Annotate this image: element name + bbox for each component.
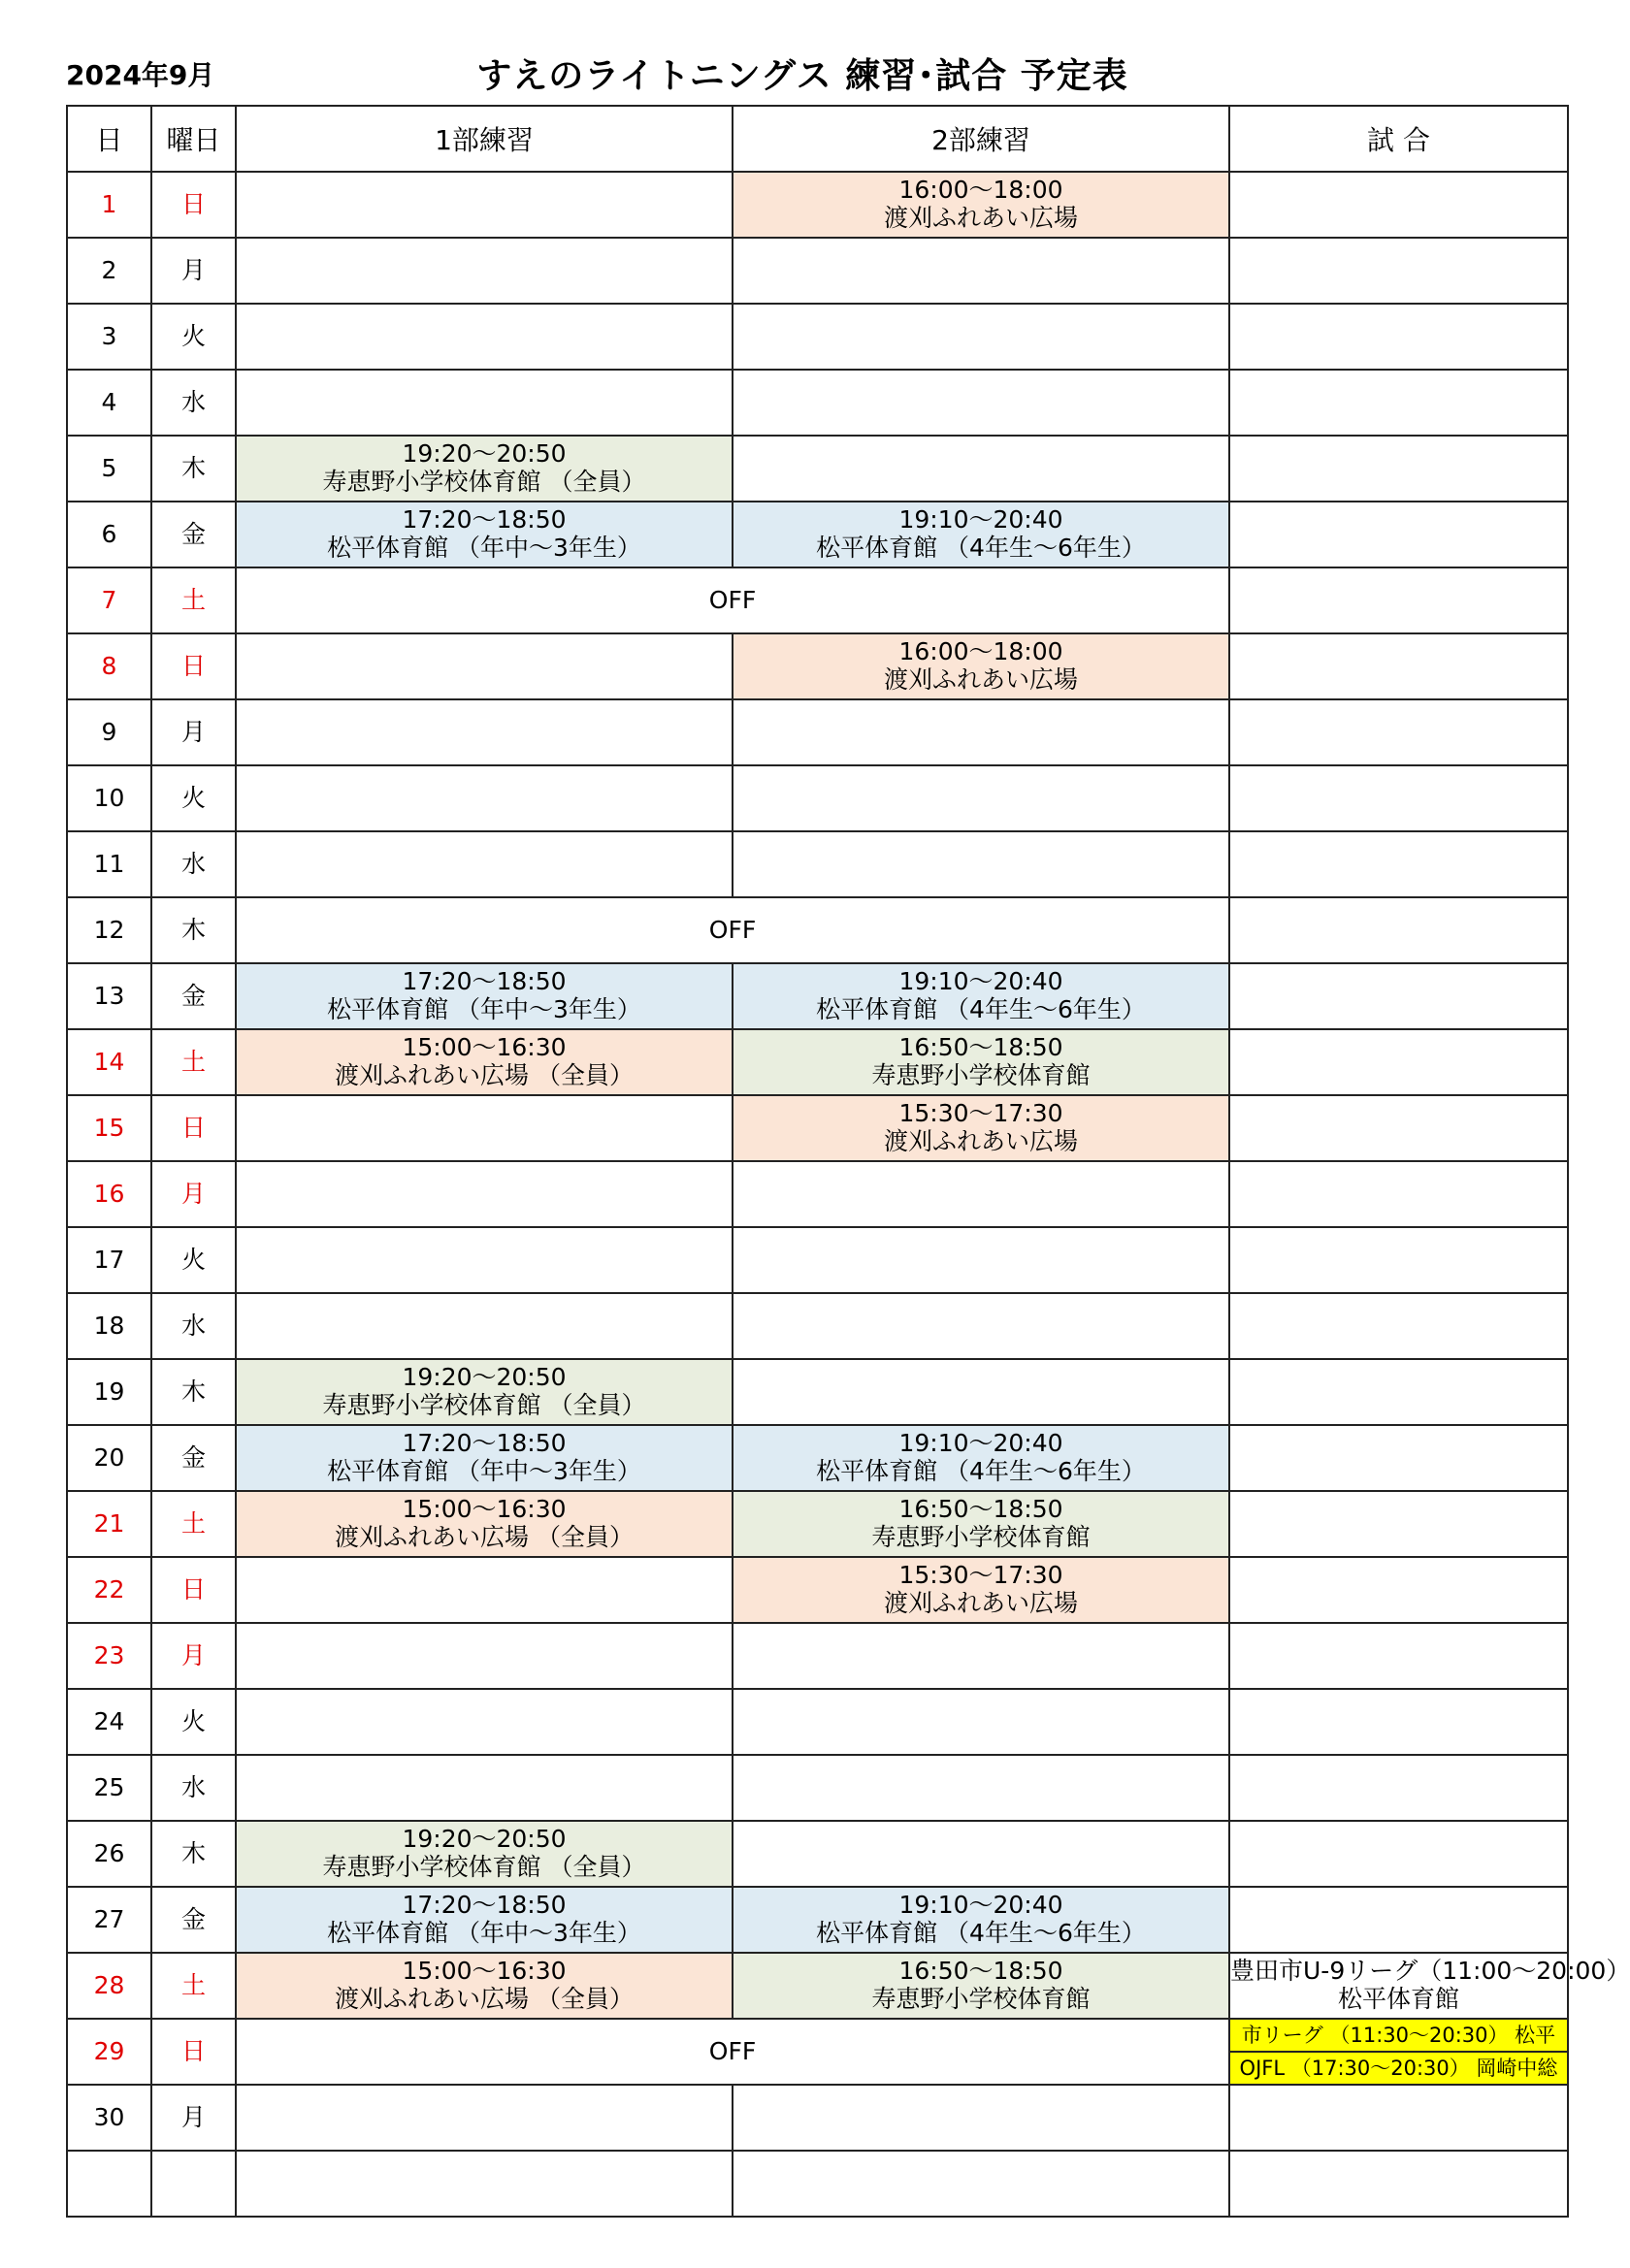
practice-1-cell — [236, 1227, 733, 1293]
table-row — [67, 831, 1568, 897]
venue-text: 寿恵野小学校体育館 （全員） — [322, 468, 646, 496]
practice-2-cell — [733, 1293, 1229, 1359]
weekday-cell: 日 — [151, 172, 236, 238]
match-cell — [1229, 436, 1568, 502]
practice-1-cell — [236, 1887, 733, 1953]
venue-text: 寿恵野小学校体育館 — [871, 1523, 1091, 1551]
weekday-cell — [151, 2151, 236, 2217]
match-cell — [1229, 765, 1568, 831]
weekday-cell: 月 — [151, 2085, 236, 2151]
venue-text: 寿恵野小学校体育館 （全員） — [322, 1853, 646, 1881]
day-cell: 27 — [67, 1887, 151, 1953]
match-text: 豊田市U-9リーグ（11:00～20:00） — [1230, 1957, 1630, 1986]
practice-2-cell — [733, 699, 1229, 765]
practice-1-cell — [236, 172, 733, 238]
day-cell: 1 — [67, 172, 151, 238]
match-cell — [1229, 1293, 1568, 1359]
table-row — [67, 1953, 1568, 2019]
weekday-cell: 土 — [151, 1029, 236, 1095]
time-text: 15:30～17:30 — [898, 1561, 1063, 1590]
table-row — [67, 963, 1568, 1029]
practice-1-cell — [236, 963, 733, 1029]
match-cell — [1229, 699, 1568, 765]
weekday-cell: 土 — [151, 1953, 236, 2019]
day-cell: 7 — [67, 567, 151, 633]
weekday-cell: 金 — [151, 963, 236, 1029]
time-text: 19:10～20:40 — [898, 1429, 1063, 1458]
match-cell — [1229, 502, 1568, 567]
practice-1-cell — [236, 1623, 733, 1689]
schedule-body — [67, 172, 1630, 2217]
match-cell — [1229, 1557, 1568, 1623]
table-row — [67, 897, 1568, 963]
venue-text: 渡刈ふれあい広場 — [883, 1589, 1078, 1617]
practice-1-cell — [236, 1953, 733, 2019]
match-cell — [1229, 1689, 1568, 1755]
day-cell: 30 — [67, 2085, 151, 2151]
venue-text: 寿恵野小学校体育館 （全員） — [322, 1391, 646, 1419]
match-entry: OJFL （17:30～20:30） 岡崎中総 — [1230, 2051, 1567, 2084]
practice-1-cell — [236, 1491, 733, 1557]
practice-2-cell — [733, 831, 1229, 897]
col-header-match: 試 合 — [1229, 106, 1568, 172]
table-row — [67, 2151, 1568, 2217]
time-text: 15:00～16:30 — [402, 1495, 567, 1524]
weekday-cell: 木 — [151, 1821, 236, 1887]
practice-1-cell — [236, 1557, 733, 1623]
practice-1-cell — [236, 831, 733, 897]
table-row — [67, 436, 1568, 502]
table-row — [67, 1557, 1568, 1623]
day-cell: 11 — [67, 831, 151, 897]
time-text: 15:00～16:30 — [402, 1957, 567, 1986]
time-text: 19:10～20:40 — [898, 1891, 1063, 1920]
practice-2-cell — [733, 633, 1229, 699]
day-cell: 13 — [67, 963, 151, 1029]
day-cell: 29 — [67, 2019, 151, 2085]
day-cell: 12 — [67, 897, 151, 963]
table-row — [67, 2019, 1568, 2085]
time-text: 16:00～18:00 — [898, 637, 1063, 666]
weekday-cell: 水 — [151, 370, 236, 436]
time-text: 16:50～18:50 — [898, 1495, 1063, 1524]
weekday-cell: 火 — [151, 1227, 236, 1293]
match-cell — [1229, 2151, 1568, 2217]
time-text: 19:20～20:50 — [402, 1363, 567, 1392]
practice-2-cell — [733, 765, 1229, 831]
practice-1-cell — [236, 1029, 733, 1095]
practice-1-cell — [236, 2151, 733, 2217]
venue-text: 松平体育館 （4年生～6年生） — [816, 1457, 1146, 1485]
day-cell: 15 — [67, 1095, 151, 1161]
practice-2-cell — [733, 1953, 1229, 2019]
off-cell: OFF — [236, 897, 1229, 963]
day-cell: 21 — [67, 1491, 151, 1557]
practice-2-cell — [733, 1623, 1229, 1689]
table-row — [67, 1095, 1568, 1161]
practice-2-cell — [733, 2085, 1229, 2151]
practice-2-cell — [733, 1227, 1229, 1293]
match-split — [1230, 2020, 1567, 2084]
weekday-cell: 土 — [151, 1491, 236, 1557]
match-cell — [1229, 238, 1568, 304]
table-row — [67, 1293, 1568, 1359]
practice-2-cell — [733, 1161, 1229, 1227]
practice-1-cell — [236, 1359, 733, 1425]
weekday-cell: 火 — [151, 1689, 236, 1755]
match-cell — [1229, 172, 1568, 238]
match-cell — [1229, 2085, 1568, 2151]
practice-1-cell — [236, 304, 733, 370]
practice-2-cell — [733, 1491, 1229, 1557]
table-row — [67, 1161, 1568, 1227]
weekday-cell: 日 — [151, 633, 236, 699]
practice-2-cell — [733, 172, 1229, 238]
match-cell — [1229, 370, 1568, 436]
time-text: 16:00～18:00 — [898, 176, 1063, 205]
match-cell — [1229, 831, 1568, 897]
day-cell: 3 — [67, 304, 151, 370]
match-cell — [1229, 1953, 1630, 2019]
venue-text: 松平体育館 （4年生～6年生） — [816, 995, 1146, 1023]
day-cell: 25 — [67, 1755, 151, 1821]
day-cell: 17 — [67, 1227, 151, 1293]
practice-2-cell — [733, 436, 1229, 502]
practice-1-cell — [236, 633, 733, 699]
time-text: 17:20～18:50 — [402, 1891, 567, 1920]
practice-2-cell — [733, 238, 1229, 304]
day-cell: 19 — [67, 1359, 151, 1425]
table-row — [67, 1689, 1568, 1755]
table-row — [67, 502, 1568, 567]
weekday-cell: 日 — [151, 1095, 236, 1161]
day-cell: 23 — [67, 1623, 151, 1689]
weekday-cell: 日 — [151, 2019, 236, 2085]
time-text: 17:20～18:50 — [402, 967, 567, 996]
time-text: 16:50～18:50 — [898, 1957, 1063, 1986]
table-row — [67, 304, 1568, 370]
match-cell — [1229, 963, 1568, 1029]
practice-1-cell — [236, 436, 733, 502]
venue-text: 松平体育館 （年中～3年生） — [327, 1919, 641, 1947]
venue-text: 渡刈ふれあい広場 （全員） — [335, 1985, 634, 2013]
match-entry: 市リーグ （11:30～20:30） 松平 — [1230, 2020, 1567, 2051]
table-row — [67, 1359, 1568, 1425]
practice-2-cell — [733, 963, 1229, 1029]
table-row — [67, 1623, 1568, 1689]
table-row — [67, 1029, 1568, 1095]
match-cell — [1229, 304, 1568, 370]
day-cell: 24 — [67, 1689, 151, 1755]
weekday-cell: 金 — [151, 1887, 236, 1953]
col-header-practice-2: 2部練習 — [733, 106, 1229, 172]
venue-text: 松平体育館 （年中～3年生） — [327, 534, 641, 562]
header-row — [67, 106, 1568, 172]
practice-1-cell — [236, 1293, 733, 1359]
match-cell — [1229, 1491, 1568, 1557]
practice-1-cell — [236, 502, 733, 567]
venue-text: 松平体育館 （年中～3年生） — [327, 995, 641, 1023]
practice-1-cell — [236, 2085, 733, 2151]
table-row — [67, 1227, 1568, 1293]
weekday-cell: 月 — [151, 1623, 236, 1689]
time-text: 19:10～20:40 — [898, 505, 1063, 535]
venue-text: 寿恵野小学校体育館 — [871, 1061, 1091, 1089]
day-cell: 14 — [67, 1029, 151, 1095]
weekday-cell: 木 — [151, 436, 236, 502]
match-cell — [1229, 1227, 1568, 1293]
day-cell: 8 — [67, 633, 151, 699]
month-label: 2024年9月 — [66, 59, 215, 91]
practice-2-cell — [733, 370, 1229, 436]
practice-2-cell — [733, 1425, 1229, 1491]
table-row — [67, 699, 1568, 765]
time-text: 17:20～18:50 — [402, 505, 567, 535]
match-cell — [1229, 567, 1568, 633]
day-cell: 18 — [67, 1293, 151, 1359]
col-header-practice-1: 1部練習 — [236, 106, 733, 172]
weekday-cell: 火 — [151, 304, 236, 370]
match-cell — [1229, 1095, 1568, 1161]
off-cell: OFF — [236, 2019, 1229, 2085]
venue-text: 松平体育館 （年中～3年生） — [327, 1457, 641, 1485]
weekday-cell: 水 — [151, 1293, 236, 1359]
weekday-cell: 金 — [151, 502, 236, 567]
day-cell: 2 — [67, 238, 151, 304]
day-cell: 6 — [67, 502, 151, 567]
venue-text: 松平体育館 （4年生～6年生） — [816, 534, 1146, 562]
weekday-cell: 月 — [151, 238, 236, 304]
practice-1-cell — [236, 370, 733, 436]
weekday-cell: 火 — [151, 765, 236, 831]
table-row — [67, 1821, 1568, 1887]
practice-1-cell — [236, 1821, 733, 1887]
weekday-cell: 木 — [151, 1359, 236, 1425]
venue-text: 渡刈ふれあい広場 （全員） — [335, 1061, 634, 1089]
time-text: 19:20～20:50 — [402, 439, 567, 469]
match-cell — [1229, 633, 1568, 699]
col-header-day: 日 — [67, 106, 151, 172]
venue-text: 渡刈ふれあい広場 （全員） — [335, 1523, 634, 1551]
table-row — [67, 765, 1568, 831]
match-cell — [1229, 1029, 1568, 1095]
time-text: 16:50～18:50 — [898, 1033, 1063, 1062]
practice-2-cell — [733, 1689, 1229, 1755]
practice-2-cell — [733, 2151, 1229, 2217]
venue-text: 松平体育館 （4年生～6年生） — [816, 1919, 1146, 1947]
practice-2-cell — [733, 1029, 1229, 1095]
practice-1-cell — [236, 1161, 733, 1227]
weekday-cell: 日 — [151, 1557, 236, 1623]
match-cell — [1229, 897, 1568, 963]
table-row — [67, 633, 1568, 699]
time-text: 15:00～16:30 — [402, 1033, 567, 1062]
match-cell — [1229, 1821, 1568, 1887]
practice-1-cell — [236, 765, 733, 831]
off-cell: OFF — [236, 567, 1229, 633]
venue-text: 渡刈ふれあい広場 — [883, 204, 1078, 232]
weekday-cell: 土 — [151, 567, 236, 633]
practice-2-cell — [733, 1095, 1229, 1161]
day-cell: 22 — [67, 1557, 151, 1623]
table-row — [67, 2085, 1568, 2151]
time-text: 15:30～17:30 — [898, 1099, 1063, 1128]
table-row — [67, 370, 1568, 436]
time-text: 19:10～20:40 — [898, 967, 1063, 996]
table-row — [67, 1755, 1568, 1821]
match-cell — [1229, 1755, 1568, 1821]
weekday-cell: 月 — [151, 699, 236, 765]
practice-2-cell — [733, 304, 1229, 370]
day-cell: 10 — [67, 765, 151, 831]
page-title: すえのライトニングス 練習･試合 予定表 — [476, 56, 1128, 96]
weekday-cell: 木 — [151, 897, 236, 963]
table-row — [67, 172, 1568, 238]
day-cell: 20 — [67, 1425, 151, 1491]
table-row — [67, 1887, 1568, 1953]
schedule-table — [66, 105, 1630, 2218]
practice-2-cell — [733, 1557, 1229, 1623]
match-cell — [1229, 2019, 1568, 2085]
day-cell: 28 — [67, 1953, 151, 2019]
practice-2-cell — [733, 502, 1229, 567]
practice-1-cell — [236, 1689, 733, 1755]
time-text: 19:20～20:50 — [402, 1825, 567, 1854]
practice-1-cell — [236, 1425, 733, 1491]
venue-text: 渡刈ふれあい広場 — [883, 665, 1078, 694]
practice-2-cell — [733, 1887, 1229, 1953]
practice-2-cell — [733, 1821, 1229, 1887]
weekday-cell: 金 — [151, 1425, 236, 1491]
practice-2-cell — [733, 1755, 1229, 1821]
match-cell — [1229, 1161, 1568, 1227]
match-cell — [1229, 1425, 1568, 1491]
day-cell: 16 — [67, 1161, 151, 1227]
day-cell: 5 — [67, 436, 151, 502]
table-row — [67, 1425, 1568, 1491]
match-cell — [1229, 1359, 1568, 1425]
table-row — [67, 238, 1568, 304]
practice-1-cell — [236, 238, 733, 304]
col-header-weekday: 曜日 — [151, 106, 236, 172]
practice-2-cell — [733, 1359, 1229, 1425]
match-cell — [1229, 1623, 1568, 1689]
weekday-cell: 月 — [151, 1161, 236, 1227]
match-text: 松平体育館 — [1337, 1985, 1459, 2013]
weekday-cell: 水 — [151, 831, 236, 897]
weekday-cell: 水 — [151, 1755, 236, 1821]
practice-1-cell — [236, 699, 733, 765]
day-cell: 26 — [67, 1821, 151, 1887]
practice-1-cell — [236, 1095, 733, 1161]
time-text: 17:20～18:50 — [402, 1429, 567, 1458]
venue-text: 寿恵野小学校体育館 — [871, 1985, 1091, 2013]
table-row — [67, 1491, 1568, 1557]
practice-1-cell — [236, 1755, 733, 1821]
day-cell — [67, 2151, 151, 2217]
day-cell: 9 — [67, 699, 151, 765]
day-cell: 4 — [67, 370, 151, 436]
match-cell — [1229, 1887, 1568, 1953]
table-row — [67, 567, 1568, 633]
venue-text: 渡刈ふれあい広場 — [883, 1127, 1078, 1155]
